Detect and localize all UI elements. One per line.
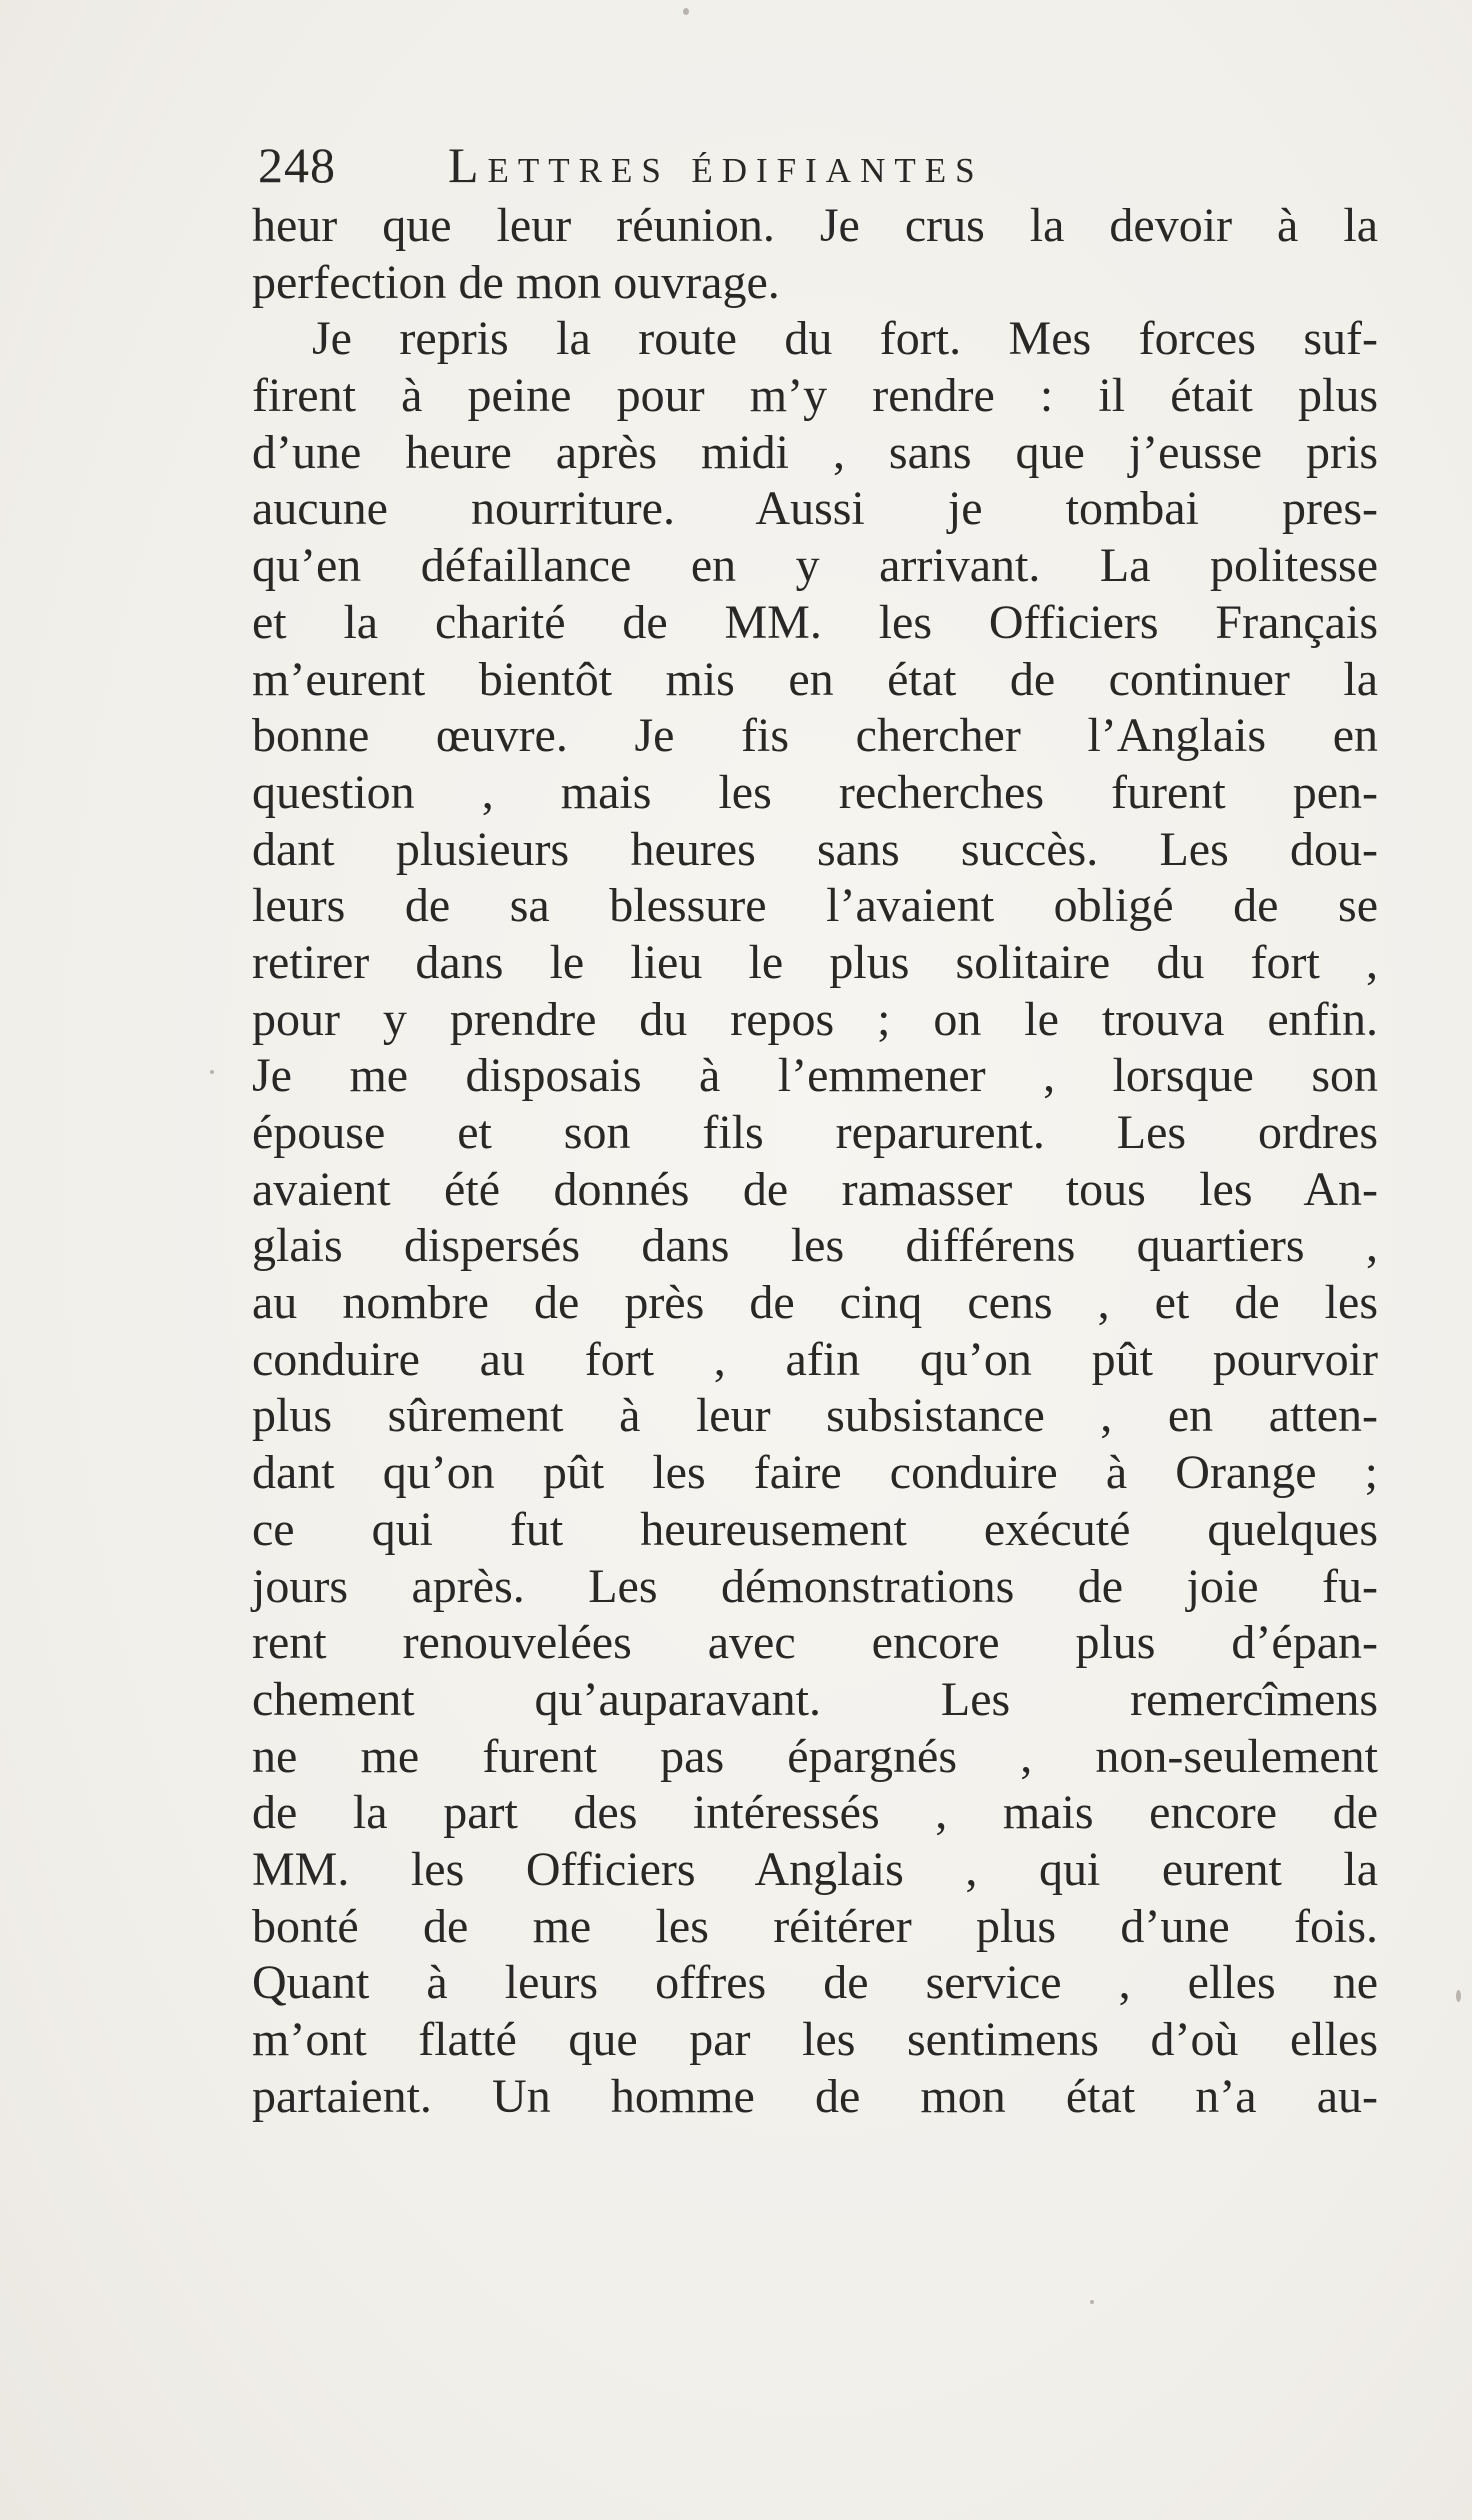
text-line: dant plusieurs heures sans succès. Les dou- — [252, 822, 1378, 876]
text-line: pour y prendre du repos ; on le trouva enfin. — [252, 992, 1378, 1046]
paper-speck — [210, 1070, 214, 1074]
text-line: heur que leur réunion. Je crus la devoir à la — [252, 199, 1378, 252]
text-line: chement qu’auparavant. Les remercîmens — [252, 1672, 1378, 1726]
text-line: plus sûrement à leur subsistance , en atten- — [252, 1389, 1378, 1443]
text-line: perfection de mon ouvrage. — [252, 255, 780, 309]
body-text — [252, 198, 1378, 2125]
text-line: avaient été donnés de ramasser tous les An- — [252, 1162, 1378, 1216]
text-line: ce qui fut heureusement exécuté quelques — [252, 1502, 1378, 1556]
text-line: rent renouvelées avec encore plus d’épan- — [252, 1616, 1378, 1670]
running-title: Lettres édifiantes — [448, 137, 984, 193]
text-line: au nombre de près de cinq cens , et de les — [252, 1276, 1378, 1330]
text-line: firent à peine pour m’y rendre : il était plus — [252, 369, 1378, 423]
text-line: qu’en défaillance en y arrivant. La politesse — [252, 539, 1378, 593]
paper-speck — [1456, 1990, 1461, 2002]
text-line: glais dispersés dans les différens quartiers , — [252, 1219, 1378, 1273]
text-line: dant qu’on pût les faire conduire à Orange ; — [252, 1446, 1378, 1500]
text-line: question , mais les recherches furent pen- — [252, 765, 1378, 819]
text-line: conduire au fort , afin qu’on pût pourvoir — [252, 1332, 1378, 1386]
text-line: bonté de me les réitérer plus d’une fois. — [252, 1899, 1378, 1953]
text-line: de la part des intéressés , mais encore de — [252, 1786, 1378, 1840]
text-line: d’une heure après midi , sans que j’eusse pris — [252, 425, 1378, 479]
text-line: MM. les Officiers Anglais , qui eurent la — [252, 1842, 1378, 1896]
text-line: retirer dans le lieu le plus solitaire du fort , — [252, 935, 1378, 989]
text-line: et la charité de MM. les Officiers Français — [252, 595, 1378, 649]
paper-speck — [1090, 2300, 1094, 2304]
text-line: m’ont flatté que par les sentimens d’où elles — [252, 2013, 1378, 2066]
text-line: ne me furent pas épargnés , non-seulement — [252, 1729, 1378, 1783]
page-number: 248 — [258, 137, 336, 193]
text-line: Je me disposais à l’emmener , lorsque son — [252, 1049, 1378, 1103]
paper-speck — [683, 8, 689, 15]
text-line: bonne œuvre. Je fis chercher l’Anglais en — [252, 709, 1378, 763]
running-header — [258, 136, 1258, 200]
text-line: partaient. Un homme de mon état n’a au- — [252, 2069, 1378, 2123]
text-line: leurs de sa blessure l’avaient obligé de se — [252, 879, 1378, 933]
text-line: jours après. Les démonstrations de joie fu- — [252, 1559, 1378, 1613]
text-line: m’eurent bientôt mis en état de continuer la — [252, 652, 1378, 706]
text-line: Je repris la route du fort. Mes forces suf- — [312, 312, 1378, 366]
text-line: Quant à leurs offres de service , elles ne — [252, 1956, 1378, 2010]
text-line: aucune nourriture. Aussi je tombai pres- — [252, 482, 1378, 536]
text-line: épouse et son fils reparurent. Les ordres — [252, 1106, 1378, 1159]
